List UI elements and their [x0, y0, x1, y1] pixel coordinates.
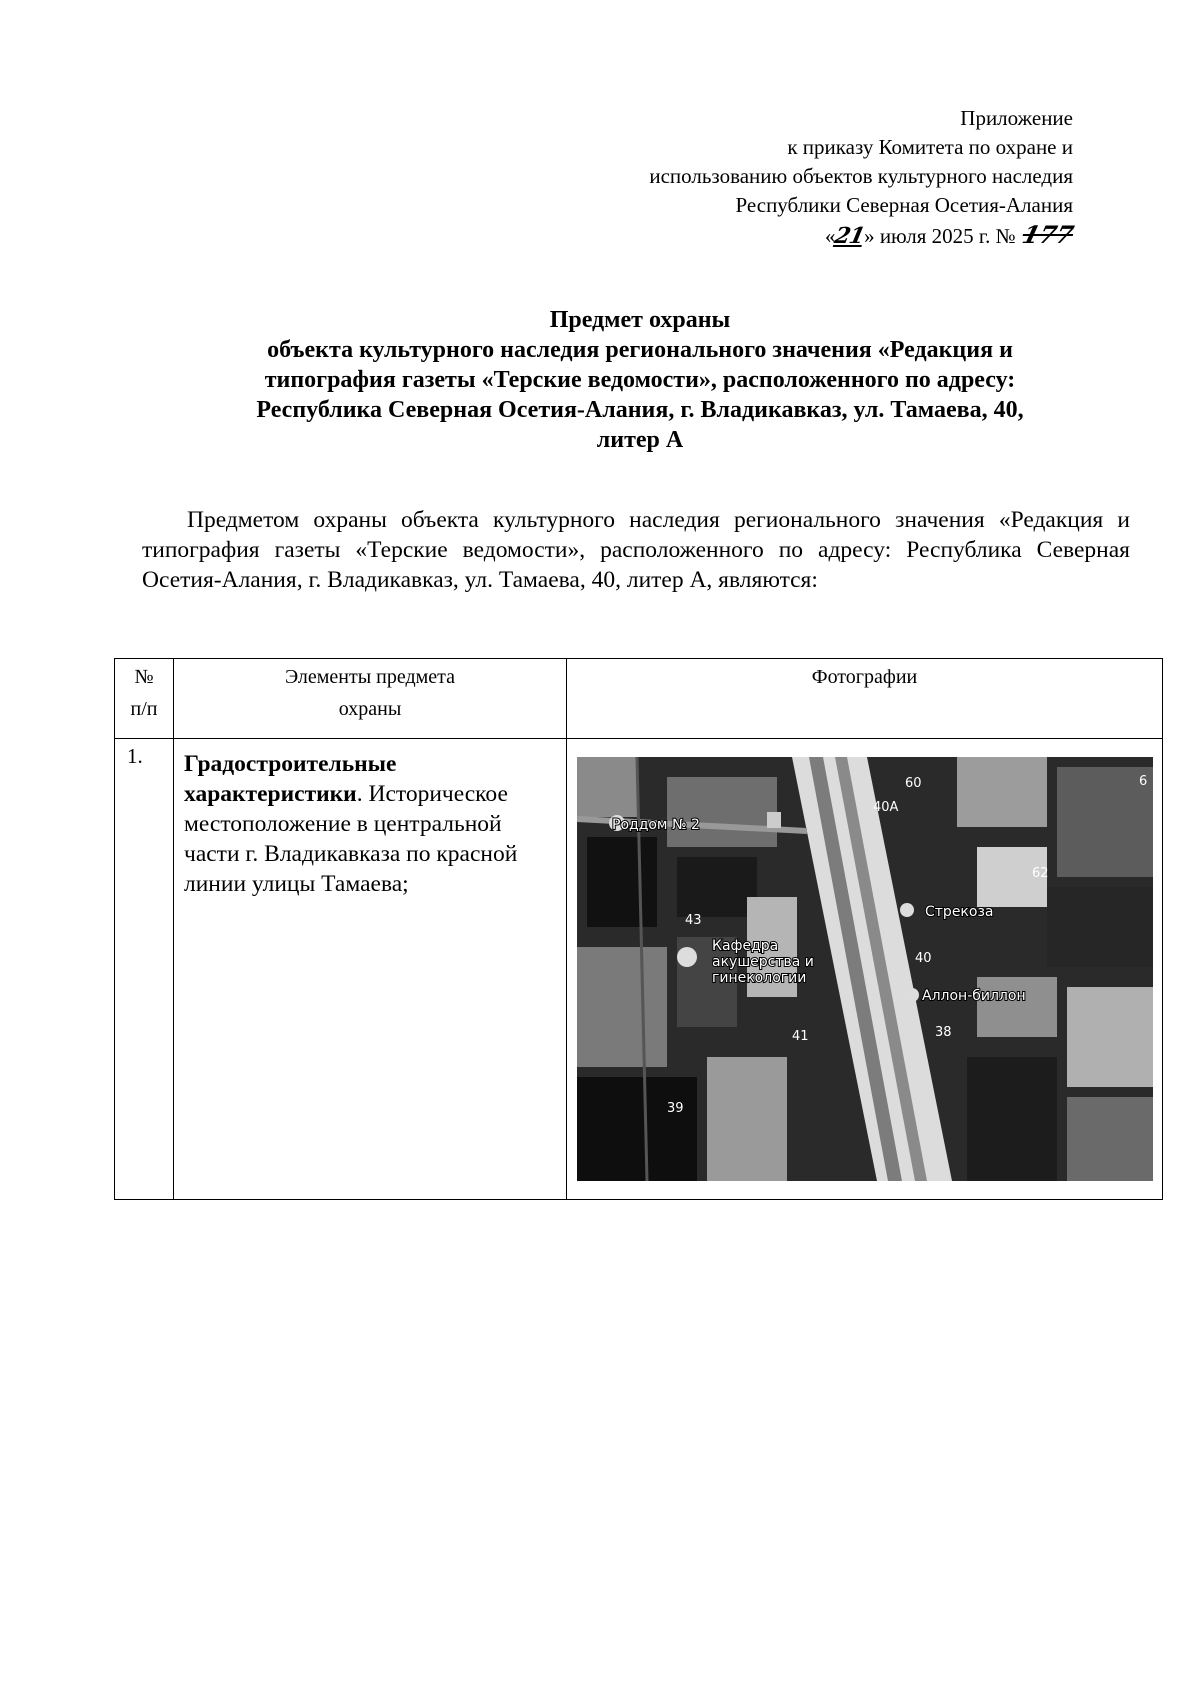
map-label-allon: Аллон-биллон [922, 988, 1026, 1004]
appendix-line: к приказу Комитета по охране и [787, 135, 1073, 159]
header-number-line: п/п [130, 698, 158, 720]
appendix-title: Приложение [960, 106, 1073, 130]
satellite-map-image [577, 757, 1153, 1181]
map-number-40: 40 [915, 951, 932, 966]
appendix-date [649, 220, 1077, 251]
map-number-38: 38 [935, 1025, 952, 1040]
protection-table [114, 658, 1163, 1200]
table-header-row [115, 659, 1163, 739]
header-photos-label: Фотографии [811, 666, 918, 688]
map-number-40a: 40А [873, 800, 899, 815]
header-number [115, 659, 174, 739]
header-photos [567, 659, 1163, 739]
map-number-60: 60 [905, 776, 922, 791]
date-text: » июля 2025 г. № [864, 224, 1016, 248]
map-number-6: 6 [1139, 774, 1148, 789]
title-line: литер А [596, 427, 684, 453]
row-element-description [174, 739, 567, 1200]
map-label-strekoza: Стрекоза [925, 904, 994, 920]
appendix-line: Республики Северная Осетия-Алания [735, 193, 1073, 217]
title-line: объекта культурного наследия регионального значения «Редакция и [267, 337, 1013, 363]
handwritten-order-number: 177 [1019, 220, 1077, 249]
map-label-kafedra: гинекологии [712, 970, 807, 986]
row-photo-cell [567, 739, 1163, 1200]
header-elements [174, 659, 567, 739]
header-elements-line: Элементы предмета [284, 666, 456, 688]
map-label-kafedra: акушерства и [712, 954, 814, 970]
intro-paragraph: Предметом охраны объекта культурного наследия регионального значения «Редакция и типография газеты «Терские ведомости», расположенного по адресу: Республика Северная Осетия-Алания, г. Владикавказ, ул. Тамаева, 40, литер А, являются: [142, 507, 1130, 593]
date-open-quote: « [824, 224, 836, 248]
title-line: Предмет охраны [549, 307, 731, 333]
row-heading: Градостроительные характеристики [184, 751, 397, 807]
table-row [115, 739, 1163, 1200]
row-number: 1. [115, 739, 174, 1200]
header-elements-line: охраны [338, 698, 402, 720]
title-line: типография газеты «Терские ведомости», расположенного по адресу: [264, 367, 1016, 393]
map-number-43: 43 [685, 913, 702, 928]
row-heading-suffix: . [356, 781, 363, 807]
title-line: Республика Северная Осетия-Алания, г. Владикавказ, ул. Тамаева, 40, [256, 397, 1024, 423]
handwritten-day: 21 [832, 223, 867, 249]
map-number-39: 39 [667, 1101, 684, 1116]
header-number-line: № [134, 666, 154, 688]
map-label-kafedra: Кафедра [712, 938, 779, 954]
map-number-41: 41 [792, 1029, 809, 1044]
document-title [120, 305, 1160, 455]
map-label-roddom: Роддом № 2 [612, 817, 700, 833]
appendix-header [649, 104, 1077, 251]
appendix-line: использованию объектов культурного наследия [649, 164, 1073, 188]
map-number-62: 62 [1032, 866, 1049, 881]
row-text: Историческое местоположение в центральной части г. Владикавказа по красной линии улицы Тамаева; [184, 781, 518, 897]
